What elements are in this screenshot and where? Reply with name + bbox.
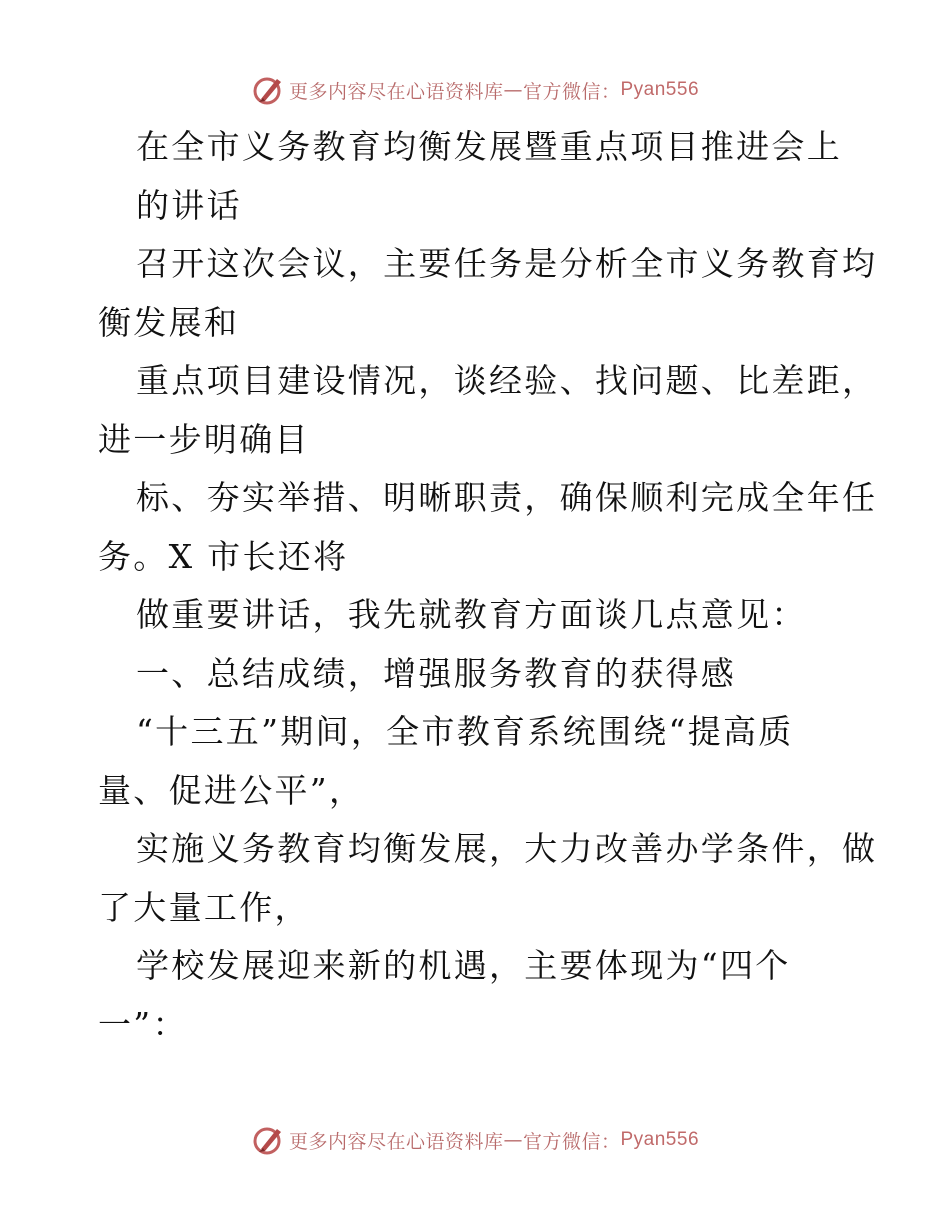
document-body: [98, 118, 878, 1054]
text-line: 量、促进公平”，: [98, 770, 365, 810]
footer-banner: [0, 1120, 950, 1160]
banner-wechat-label: 官方微信：: [522, 80, 621, 103]
banner-wechat-id: Pyan556: [620, 79, 700, 100]
text-line: 召开这次会议，主要任务是分析全市义务教育均: [136, 244, 878, 283]
header-banner: [0, 70, 950, 110]
text-line: 实施义务教育均衡发展，大力改善办学条件，做: [136, 829, 878, 868]
text-line: “十三五”期间，全市教育系统围绕“提高质: [136, 712, 794, 751]
quill-pen-logo-icon: [251, 73, 285, 107]
banner-dash: —: [503, 79, 523, 101]
banner-slogan: 更多内容尽在心语资料库: [288, 1130, 504, 1153]
quill-pen-logo-icon: [251, 1123, 285, 1157]
section-heading: 一、总结成绩，增强服务教育的获得感: [136, 653, 737, 693]
banner-slogan: 更多内容尽在心语资料库: [288, 80, 504, 103]
text-line: 一”：: [98, 1004, 188, 1044]
text-line: 衡发展和: [98, 302, 240, 342]
banner-wechat-id: Pyan556: [620, 1129, 700, 1150]
text-line: 做重要讲话，我先就教育方面谈几点意见：: [136, 595, 807, 634]
text-line: 学校发展迎来新的机遇，主要体现为“四个: [136, 946, 791, 985]
text-line: 的讲话: [136, 185, 242, 225]
text-line: 重点项目建设情况，谈经验、找问题、比差距，: [136, 361, 878, 400]
text-line: 进一步明确目: [98, 419, 310, 459]
banner-wechat-label: 官方微信：: [522, 1130, 621, 1153]
text-line: 在全市义务教育均衡发展暨重点项目推进会上: [136, 127, 842, 166]
text-line: 务。X 市长还将: [98, 536, 349, 576]
text-line: 标、夯实举措、明晰职责，确保顺利完成全年任: [136, 478, 878, 517]
banner-dash: —: [503, 1129, 523, 1151]
text-line: 了大量工作，: [98, 887, 310, 927]
